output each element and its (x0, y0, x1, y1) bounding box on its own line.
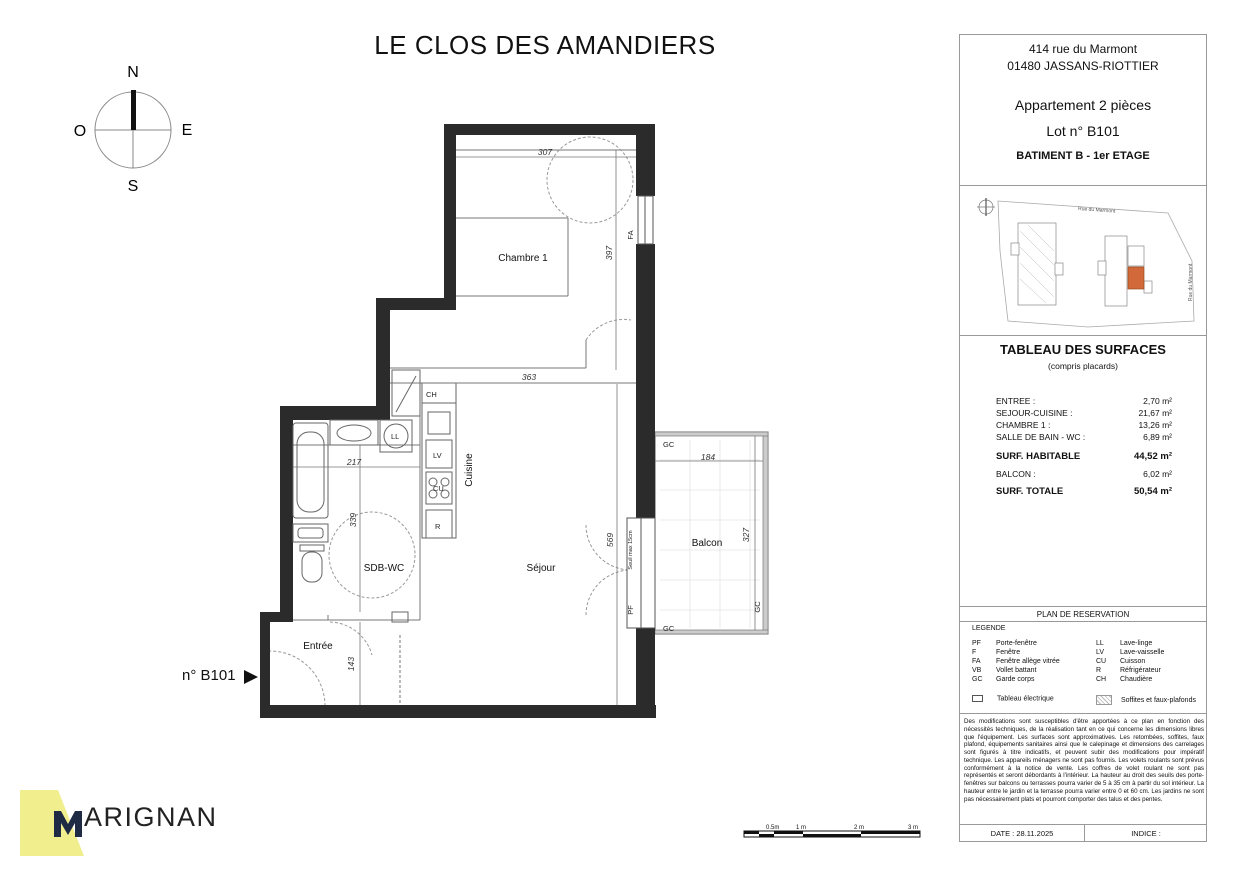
surface-row-chambre: CHAMBRE 1 : 13,26 m² (996, 420, 1172, 430)
room-cuisine: Cuisine (464, 453, 475, 487)
balcony (655, 432, 768, 634)
surface-row-entree: ENTREE : 2,70 m² (996, 396, 1172, 406)
dim-569: 569 (605, 532, 615, 548)
label-cu: CU (433, 484, 444, 493)
legend-title: LEGENDE (972, 625, 1006, 632)
compass-s: S (127, 178, 139, 195)
site-lot-highlight (1128, 267, 1144, 289)
legend-soffit: Soffites et faux-plafonds (1096, 695, 1196, 705)
room-balcon: Balcon (691, 538, 723, 549)
room-chambre: Chambre 1 (498, 253, 548, 264)
project-title: LE CLOS DES AMANDIERS (374, 30, 716, 60)
label-ll: LL (391, 432, 400, 441)
lot-callout: n° B101 (182, 667, 236, 684)
info-panel (959, 34, 1207, 842)
scale-label-3: 3 m (908, 825, 919, 831)
north-needle (131, 90, 136, 130)
compass-n: N (127, 64, 139, 81)
disclaimer-notes: Des modifications sont susceptibles d'être apportées à ce plan en fonction des nécessités techniques, de la réalisation tant en ce qui concerne les dimensions libres que l'équipement. Les surfaces sont approximatives. Les retombées, soffites, faux plafond, équipements sanitaires ainsi que le calepinage et dimensions des carrelages sont figurés à titre indicatifs, et peuvent subir des modifications pour impératif technique. Les appareils ménagers ne sont pas fournis. Les volets roulants sont prévus conformément à la notice de vente. Les coffres de volet roulant ne sont pas représentés et seront débordants à l'intérieur. La hauteur au droit des seuils des porte-fenêtres sur balcons ou terrasses pourra varier de 5 à 35 cm à partir du sol intérieur. La hauteur entre le jardin et la terrasse pourra varier entre 0 et 60 cm. Les jardins ne sont pas nécessairement plats et pourront comporter des talus et des pentes. (964, 718, 1204, 803)
legend-left: PF Porte-fenêtre F Fenêtre FA Fenêtre allège vitrée VB Vollet battant GC Garde corps (972, 640, 1060, 683)
label-r: R (435, 522, 441, 531)
lot-number: Lot n° B101 (1046, 123, 1120, 139)
label-lv: LV (433, 451, 442, 460)
plan-type: PLAN DE RESERVATION (1036, 610, 1130, 619)
label-fa: FA (626, 230, 635, 240)
legend-right: LL Lave-linge LV Lave-vaisselle CU Cuisson R Réfrigérateur CH Chaudière (1096, 640, 1165, 683)
compass-e: E (181, 122, 193, 139)
scale-bar (744, 825, 920, 837)
label-ch: CH (426, 390, 437, 399)
scale-label-05: 0.5m (766, 825, 780, 831)
address-line2: 01480 JASSANS-RIOTTIER (1007, 59, 1159, 73)
entrance-arrow-icon (244, 670, 258, 684)
kitchen-fixtures (392, 370, 456, 538)
surfaces-subtitle: (compris placards) (1048, 361, 1118, 371)
site-street-top: Rue du Marmont (1077, 206, 1116, 215)
room-entree: Entrée (303, 641, 333, 652)
legend-elec: Tableau électrique (972, 695, 1054, 702)
site-street-right: Rue du Marmont (1188, 263, 1194, 301)
scale-label-1: 1 m (796, 825, 807, 831)
dim-307: 307 (537, 147, 553, 157)
dim-143: 143 (346, 656, 356, 672)
surfaces-title: TABLEAU DES SURFACES (1000, 342, 1166, 357)
dim-363: 363 (521, 372, 537, 382)
label-pf: PF (626, 605, 635, 615)
plan-index: INDICE : (1131, 829, 1161, 838)
compass-o: O (73, 123, 87, 140)
walls (260, 124, 656, 718)
surface-row-totale: SURF. TOTALE 50,54 m² (996, 486, 1172, 497)
surface-row-habitable: SURF. HABITABLE 44,52 m² (996, 451, 1172, 462)
scale-label-2: 2 m (854, 825, 865, 831)
dim-217: 217 (346, 457, 362, 467)
brand-logo (20, 790, 240, 856)
plan-date: DATE : 28.11.2025 (990, 829, 1054, 838)
dim-327: 327 (741, 527, 751, 543)
label-gc-right: GC (753, 601, 762, 613)
site-map (968, 191, 1200, 331)
label-gc-top: GC (663, 440, 675, 449)
room-sejour: Séjour (526, 563, 556, 574)
soffit-hatch-icon (1096, 695, 1112, 705)
compass-rose (74, 64, 193, 195)
dim-184: 184 (700, 452, 716, 462)
dim-339: 339 (348, 512, 358, 528)
apartment-type: Appartement 2 pièces (1014, 97, 1152, 113)
room-sdb: SDB-WC (363, 563, 405, 574)
address-line1: 414 rue du Marmont (1028, 42, 1138, 56)
label-gc-bottom: GC (663, 624, 675, 633)
electric-panel-icon (972, 695, 983, 702)
surface-row-balcon: BALCON : 6,02 m² (996, 469, 1172, 479)
building-floor: BATIMENT B - 1er ETAGE (1016, 150, 1150, 162)
surface-row-sejour: SEJOUR-CUISINE : 21,67 m² (996, 408, 1172, 418)
brand-name: ARIGNAN (84, 802, 218, 832)
label-seuil: Seuil max 15cm (628, 530, 634, 570)
surface-row-sdb: SALLE DE BAIN - WC : 6,89 m² (996, 432, 1172, 442)
dim-397: 397 (604, 245, 614, 261)
